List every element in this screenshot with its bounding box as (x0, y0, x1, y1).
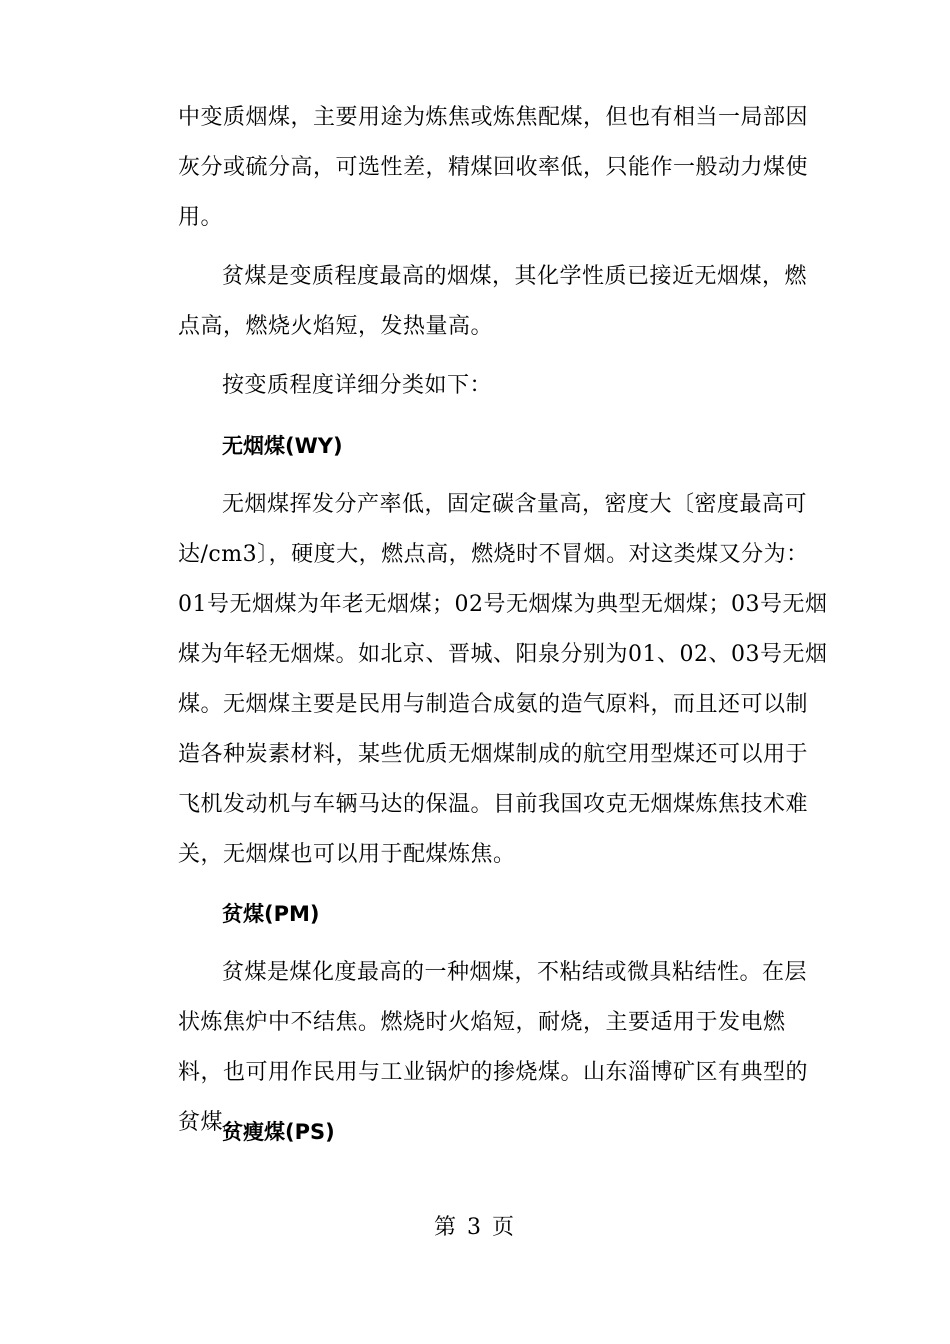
paragraph-coking-coal-usage: 中变质烟煤，主要用途为炼焦或炼焦配煤，但也有相当一局部因灰分或硫分高，可选性差，精煤回收率低，只能作一般动力煤使用。 (178, 105, 809, 230)
paragraph-anthracite: 无烟煤挥发分产率低，固定碳含量高，密度大〔密度最高可达/cm3〕，硬度大，燃点高，燃烧时不冒烟。对这类煤又分为：01号无烟煤为年老无烟煤；02号无烟煤为典型无烟煤；03号无烟煤为年轻无烟煤。如北京、晋城、阳泉分别为01、02、03号无烟煤。无烟煤主要是民用与制造合成氨的造气原料，而且还可以制造各种炭素材料，某些优质无烟煤制成的航空用型煤还可以用于飞机发动机与车辆马达的保温。目前我国攻克无烟煤炼焦技术难关，无烟煤也可以用于配煤炼焦。 (178, 492, 828, 867)
paragraph-classification-intro: 按变质程度详细分类如下： (222, 373, 493, 398)
page-number: 第 3 页 (434, 1215, 516, 1240)
heading-lean-meager-coal: 贫瘦煤(PS) (222, 1120, 335, 1144)
heading-anthracite: 无烟煤(WY) (222, 434, 343, 458)
paragraph-lean-coal: 贫煤是煤化度最高的一种烟煤，不粘结或微具粘结性。在层状炼焦炉中不结焦。燃烧时火焰短，耐烧，主要适用于发电燃料，也可用作民用与工业锅炉的掺烧煤。山东淄博矿区有典型的贫煤。 (178, 960, 809, 1135)
heading-lean-coal: 贫煤(PM) (222, 902, 320, 926)
paragraph-lean-coal-intro: 贫煤是变质程度最高的烟煤，其化学性质已接近无烟煤，燃点高，燃烧火焰短，发热量高。 (178, 264, 808, 339)
